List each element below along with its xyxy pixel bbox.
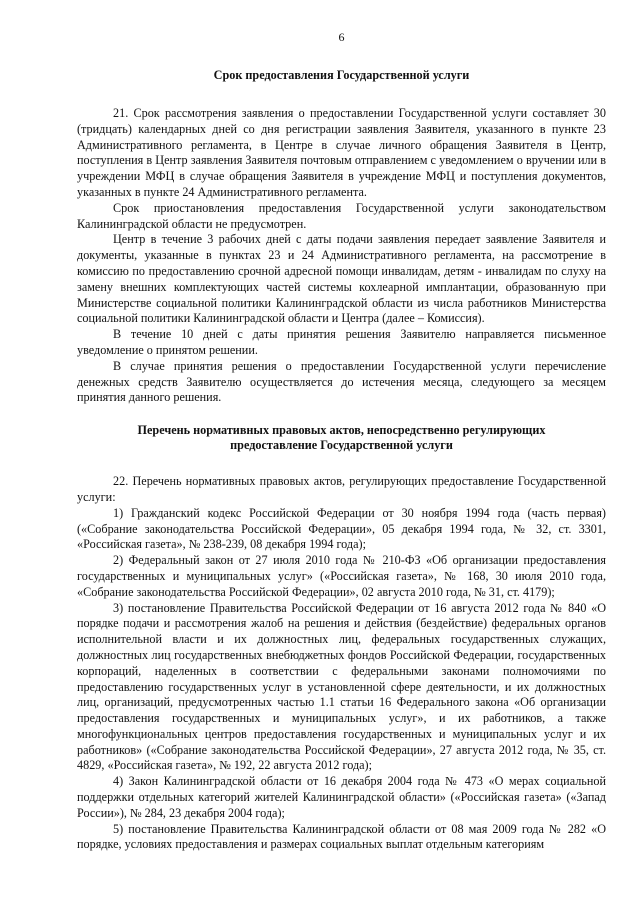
paragraph-payment: В случае принятия решения о предоставлении Государственной услуги перечисление денежных средств Заявителю осуществляется до истечения месяца, следующего за месяцем принятия данного решения. bbox=[77, 358, 606, 405]
paragraph-notification: В течение 10 дней с даты принятия решения Заявителю направляется письменное уведомление о принятом решении. bbox=[77, 327, 606, 357]
paragraph-21: 21. Срок рассмотрения заявления о предоставлении Государственной услуги составляет 30 (тридцать) календарных дней со дня регистрации заявления Заявителя, указанного в пункте 23 Административного регламента, в Центре в случае личного обращения Заявителя в Центр, поступления в Центр заявления Заявителя почтовым отправлением с уведомлением о вручении или в учреждении МФЦ в случае обращения Заявителя в учреждение МФЦ и поступления документов, указанных в пункте 24 Административного регламента. bbox=[77, 106, 606, 199]
list-item-civil-code: 1) Гражданский кодекс Российской Федерации от 30 ноября 1994 года (часть первая) («Собрание законодательства Российской Федерации», 05 декабря 1994 года, № 32, ст. 3301, «Российская газета», № 238-239, 08 декабря 1994 года); bbox=[77, 505, 606, 552]
paragraph-suspension: Срок приостановления предоставления Государственной услуги законодательством Калининградской области не предусмотрен. bbox=[77, 200, 606, 231]
section-heading-service-term: Срок предоставления Государственной услуги bbox=[213, 68, 470, 82]
paragraph-center-transfer: Центр в течение 3 рабочих дней с даты подачи заявления передает заявление Заявителя и документы, указанные в пунктах 23 и 24 Административного регламента, на рассмотрение в комиссию по предоставлению срочной адресной помощи инвалидам, детям - инвалидам по слуху на замену внешних комплектующих частей системы кохлеарной имплантации, образованную при Министерстве социальной политики Калининградской области из числа работников Министерства социальной политики Калининградской области и Центра (далее – Комиссия). bbox=[77, 232, 606, 326]
section-heading-legal-acts bbox=[77, 423, 606, 453]
section-legal-acts bbox=[77, 474, 606, 853]
list-item-regional-law-473: 4) Закон Калининградской области от 16 декабря 2004 года № 473 «О мерах социальной поддержки отдельных категорий жителей Калининградской области» («Российская газета» («Запад России»), № 284, 23 декабря 2004 года); bbox=[77, 774, 606, 820]
section-heading-legal-acts-line2: предоставление Государственной услуги bbox=[230, 438, 453, 453]
list-item-government-decree-840: 3) постановление Правительства Российской Федерации от 16 августа 2012 года № 840 «О порядке подачи и рассмотрения жалоб на решения и действия (бездействие) федеральных органов исполнительной власти и их должностных лиц, федеральных государственных служащих, должностных лиц государственных внебюджетных фондов Российской Федерации, государственных корпораций, наделенных в соответствии с федеральными законами полномочиями по предоставлению государственных услуг в установленной сфере деятельности, и их должностных лиц, организаций, предусмотренных частью 1.1 статьи 16 Федерального закона «Об организации предоставления государственных и муниципальных услуг», и их работников, а также многофункциональных центров предоставления государственных и муниципальных услуг и их работников» («Собрание законодательства Российской Федерации», 27 августа 2012 года, № 35, ст. 4829, «Российская газета», № 192, 22 августа 2012 года); bbox=[77, 600, 606, 773]
list-item-regional-decree-282: 5) постановление Правительства Калининградской области от 08 мая 2009 года № 282 «О порядке, условиях предоставления и размерах социальных выплат отдельным категориям bbox=[77, 821, 606, 852]
section-heading-legal-acts-line1: Перечень нормативных правовых актов, непосредственно регулирующих bbox=[137, 423, 546, 438]
section-service-term bbox=[77, 106, 606, 406]
list-item-federal-law-210: 2) Федеральный закон от 27 июля 2010 года № 210-ФЗ «Об организации предоставления государственных и муниципальных услуг» («Российская газета», № 168, 30 июля 2010 года, «Собрание законодательства Российской Федерации», 02 августа 2010 года, № 31, ст. 4179); bbox=[77, 553, 606, 599]
paragraph-22: 22. Перечень нормативных правовых актов, регулирующих предоставление Государственной услуги: bbox=[77, 474, 606, 504]
page-number: 6 bbox=[338, 30, 345, 44]
